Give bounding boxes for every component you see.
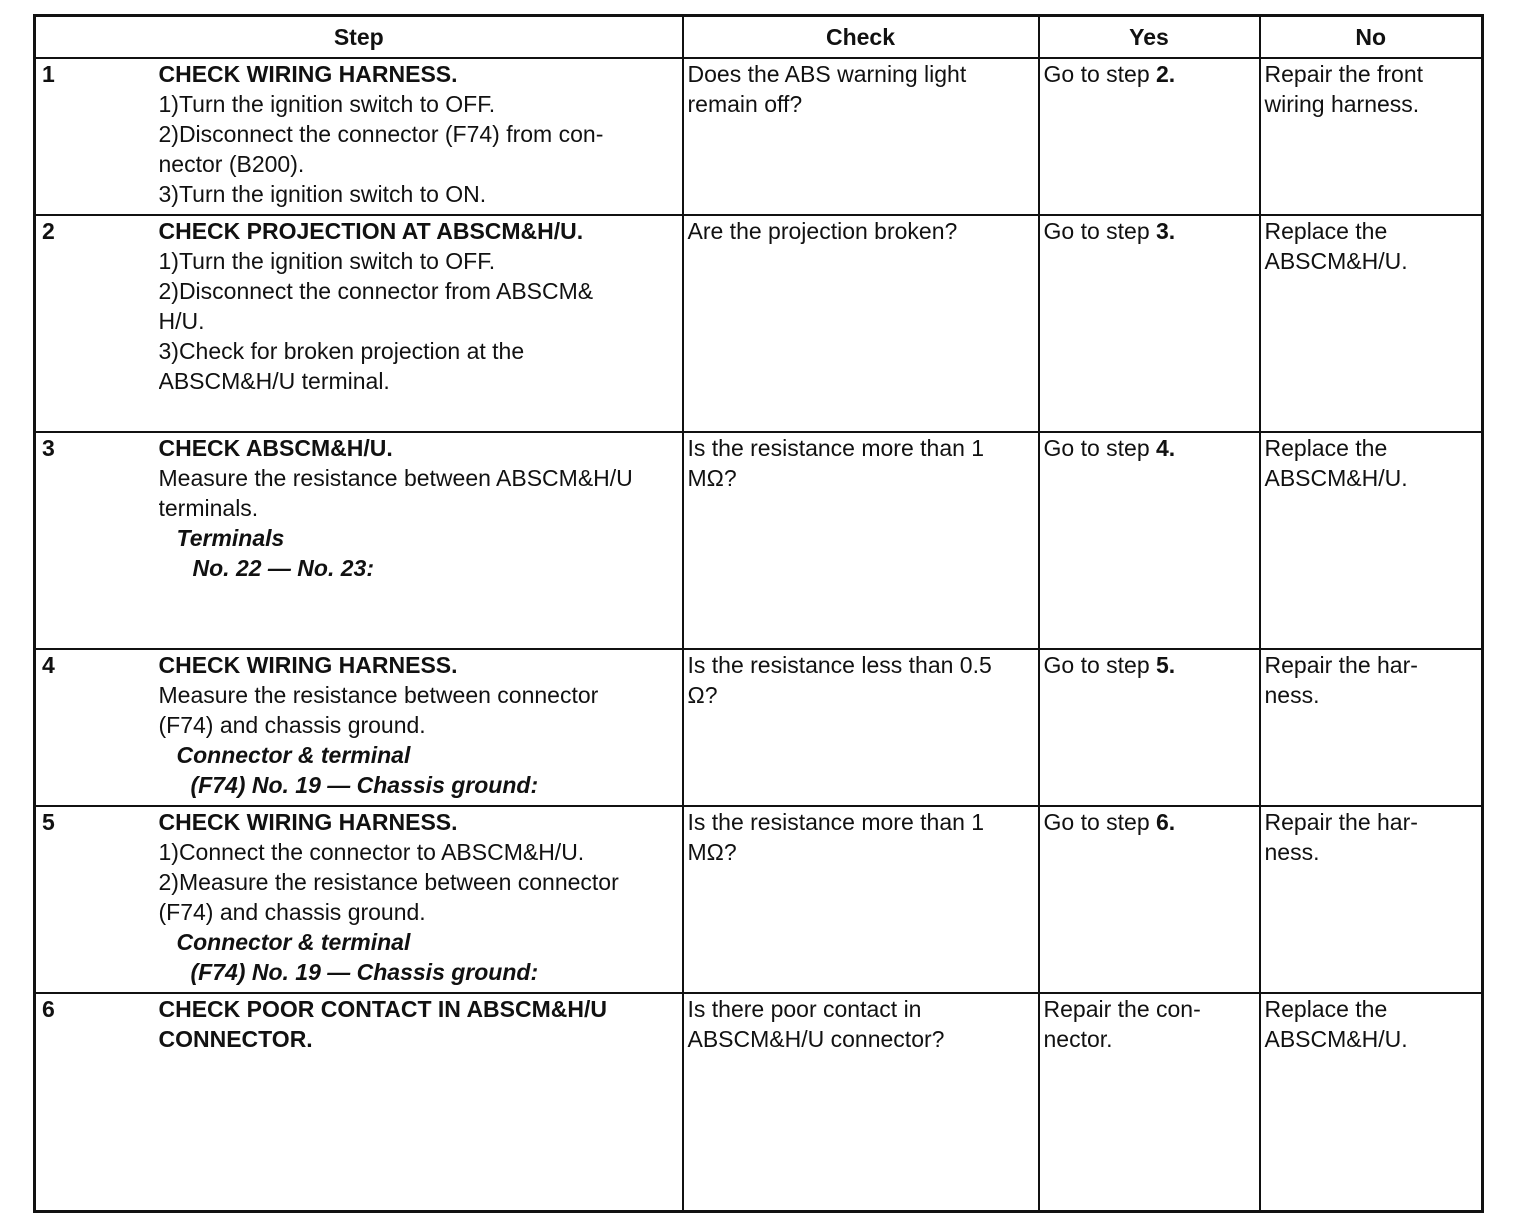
spec-value: (F74) No. 19 — Chassis ground: (190, 959, 539, 985)
step-cell (159, 215, 683, 432)
spec-heading: Connector & terminal (176, 742, 411, 768)
step-line: 2)Measure the resistance between connector (158, 869, 619, 895)
step-number: 1 (35, 58, 159, 215)
table-row (35, 58, 1483, 215)
step-line: (F74) and chassis ground. (158, 899, 426, 925)
step-cell (159, 649, 683, 806)
no-line: ness. (1264, 682, 1320, 708)
step-cell (159, 806, 683, 993)
no-cell (1260, 806, 1483, 993)
header-step: Step (35, 16, 683, 59)
step-line: 1)Turn the ignition switch to OFF. (158, 91, 496, 117)
spec-heading: Connector & terminal (176, 929, 411, 955)
check-line: Is the resistance more than 1 (687, 435, 985, 461)
step-line: (F74) and chassis ground. (158, 712, 426, 738)
step-line: nector (B200). (158, 151, 305, 177)
check-line: ABSCM&H/U connector? (687, 1026, 945, 1052)
check-line: remain off? (687, 91, 803, 117)
step-title: CHECK ABSCM&H/U. (158, 435, 393, 461)
spec-value: No. 22 — No. 23: (192, 555, 374, 581)
step-line: ABSCM&H/U terminal. (158, 368, 390, 394)
no-line: Repair the front (1264, 61, 1424, 87)
step-line: 1)Connect the connector to ABSCM&H/U. (158, 839, 585, 865)
header-no: No (1260, 16, 1483, 59)
no-line: ness. (1264, 839, 1320, 865)
no-cell (1260, 58, 1483, 215)
yes-cell (1039, 215, 1260, 432)
step-line: 2)Disconnect the connector (F74) from con- (158, 121, 604, 147)
spec-value: (F74) No. 19 — Chassis ground: (190, 772, 539, 798)
step-number: 5 (35, 806, 159, 993)
table-row (35, 806, 1483, 993)
yes-step-ref: 6. (1156, 809, 1176, 835)
yes-step-ref: 4. (1156, 435, 1176, 461)
step-line: Measure the resistance between ABSCM&H/U (158, 465, 633, 491)
step-number: 2 (35, 215, 159, 432)
check-line: Is the resistance more than 1 (687, 809, 985, 835)
no-line: Repair the har- (1264, 652, 1418, 678)
step-line: H/U. (158, 308, 205, 334)
yes-cell (1039, 432, 1260, 649)
table-row (35, 215, 1483, 432)
yes-text: Go to step (1043, 61, 1157, 87)
no-line: ABSCM&H/U. (1264, 248, 1408, 274)
header-yes: Yes (1039, 16, 1260, 59)
no-cell (1260, 215, 1483, 432)
check-line: MΩ? (687, 839, 737, 865)
check-cell (683, 993, 1039, 1211)
yes-step-ref: 3. (1156, 218, 1176, 244)
no-line: Replace the (1264, 218, 1388, 244)
no-cell (1260, 993, 1483, 1211)
step-line: 1)Turn the ignition switch to OFF. (158, 248, 496, 274)
check-line: Is there poor contact in (687, 996, 922, 1022)
check-cell (683, 432, 1039, 649)
no-line: Repair the har- (1264, 809, 1418, 835)
spec-heading: Terminals (176, 525, 285, 551)
step-title: CONNECTOR. (158, 1026, 313, 1052)
table-row (35, 432, 1483, 649)
step-line: 3)Check for broken projection at the (158, 338, 525, 364)
step-line: terminals. (158, 495, 259, 521)
no-line: ABSCM&H/U. (1264, 1026, 1408, 1052)
yes-cell (1039, 58, 1260, 215)
step-line: 2)Disconnect the connector from ABSCM& (158, 278, 594, 304)
diagnostic-table (33, 14, 1484, 1213)
check-line: Does the ABS warning light (687, 61, 967, 87)
step-cell (159, 993, 683, 1211)
table-row (35, 649, 1483, 806)
table-row (35, 993, 1483, 1211)
yes-cell (1039, 806, 1260, 993)
step-line: Measure the resistance between connector (158, 682, 599, 708)
yes-text: Go to step (1043, 435, 1157, 461)
check-cell (683, 215, 1039, 432)
step-cell (159, 58, 683, 215)
no-cell (1260, 432, 1483, 649)
check-line: MΩ? (687, 465, 737, 491)
yes-cell (1039, 993, 1260, 1211)
step-cell (159, 432, 683, 649)
check-cell (683, 58, 1039, 215)
step-line: 3)Turn the ignition switch to ON. (158, 181, 487, 207)
no-cell (1260, 649, 1483, 806)
step-title: CHECK WIRING HARNESS. (158, 61, 458, 87)
check-line: Is the resistance less than 0.5 (687, 652, 992, 678)
yes-line: Repair the con- (1043, 996, 1201, 1022)
step-title: CHECK PROJECTION AT ABSCM&H/U. (158, 218, 584, 244)
header-row (35, 16, 1483, 59)
yes-line: nector. (1043, 1026, 1113, 1052)
check-cell (683, 649, 1039, 806)
step-number: 4 (35, 649, 159, 806)
yes-text: Go to step (1043, 652, 1157, 678)
check-line: Ω? (687, 682, 718, 708)
yes-step-ref: 5. (1156, 652, 1176, 678)
step-number: 6 (35, 993, 159, 1211)
yes-cell (1039, 649, 1260, 806)
step-title: CHECK WIRING HARNESS. (158, 809, 458, 835)
check-cell (683, 806, 1039, 993)
no-line: ABSCM&H/U. (1264, 465, 1408, 491)
step-title: CHECK WIRING HARNESS. (158, 652, 458, 678)
yes-step-ref: 2. (1156, 61, 1176, 87)
no-line: wiring harness. (1264, 91, 1420, 117)
no-line: Replace the (1264, 996, 1388, 1022)
step-title: CHECK POOR CONTACT IN ABSCM&H/U (158, 996, 607, 1022)
check-line: Are the projection broken? (687, 218, 958, 244)
yes-text: Go to step (1043, 809, 1157, 835)
no-line: Replace the (1264, 435, 1388, 461)
yes-text: Go to step (1043, 218, 1157, 244)
header-check: Check (683, 16, 1039, 59)
step-number: 3 (35, 432, 159, 649)
